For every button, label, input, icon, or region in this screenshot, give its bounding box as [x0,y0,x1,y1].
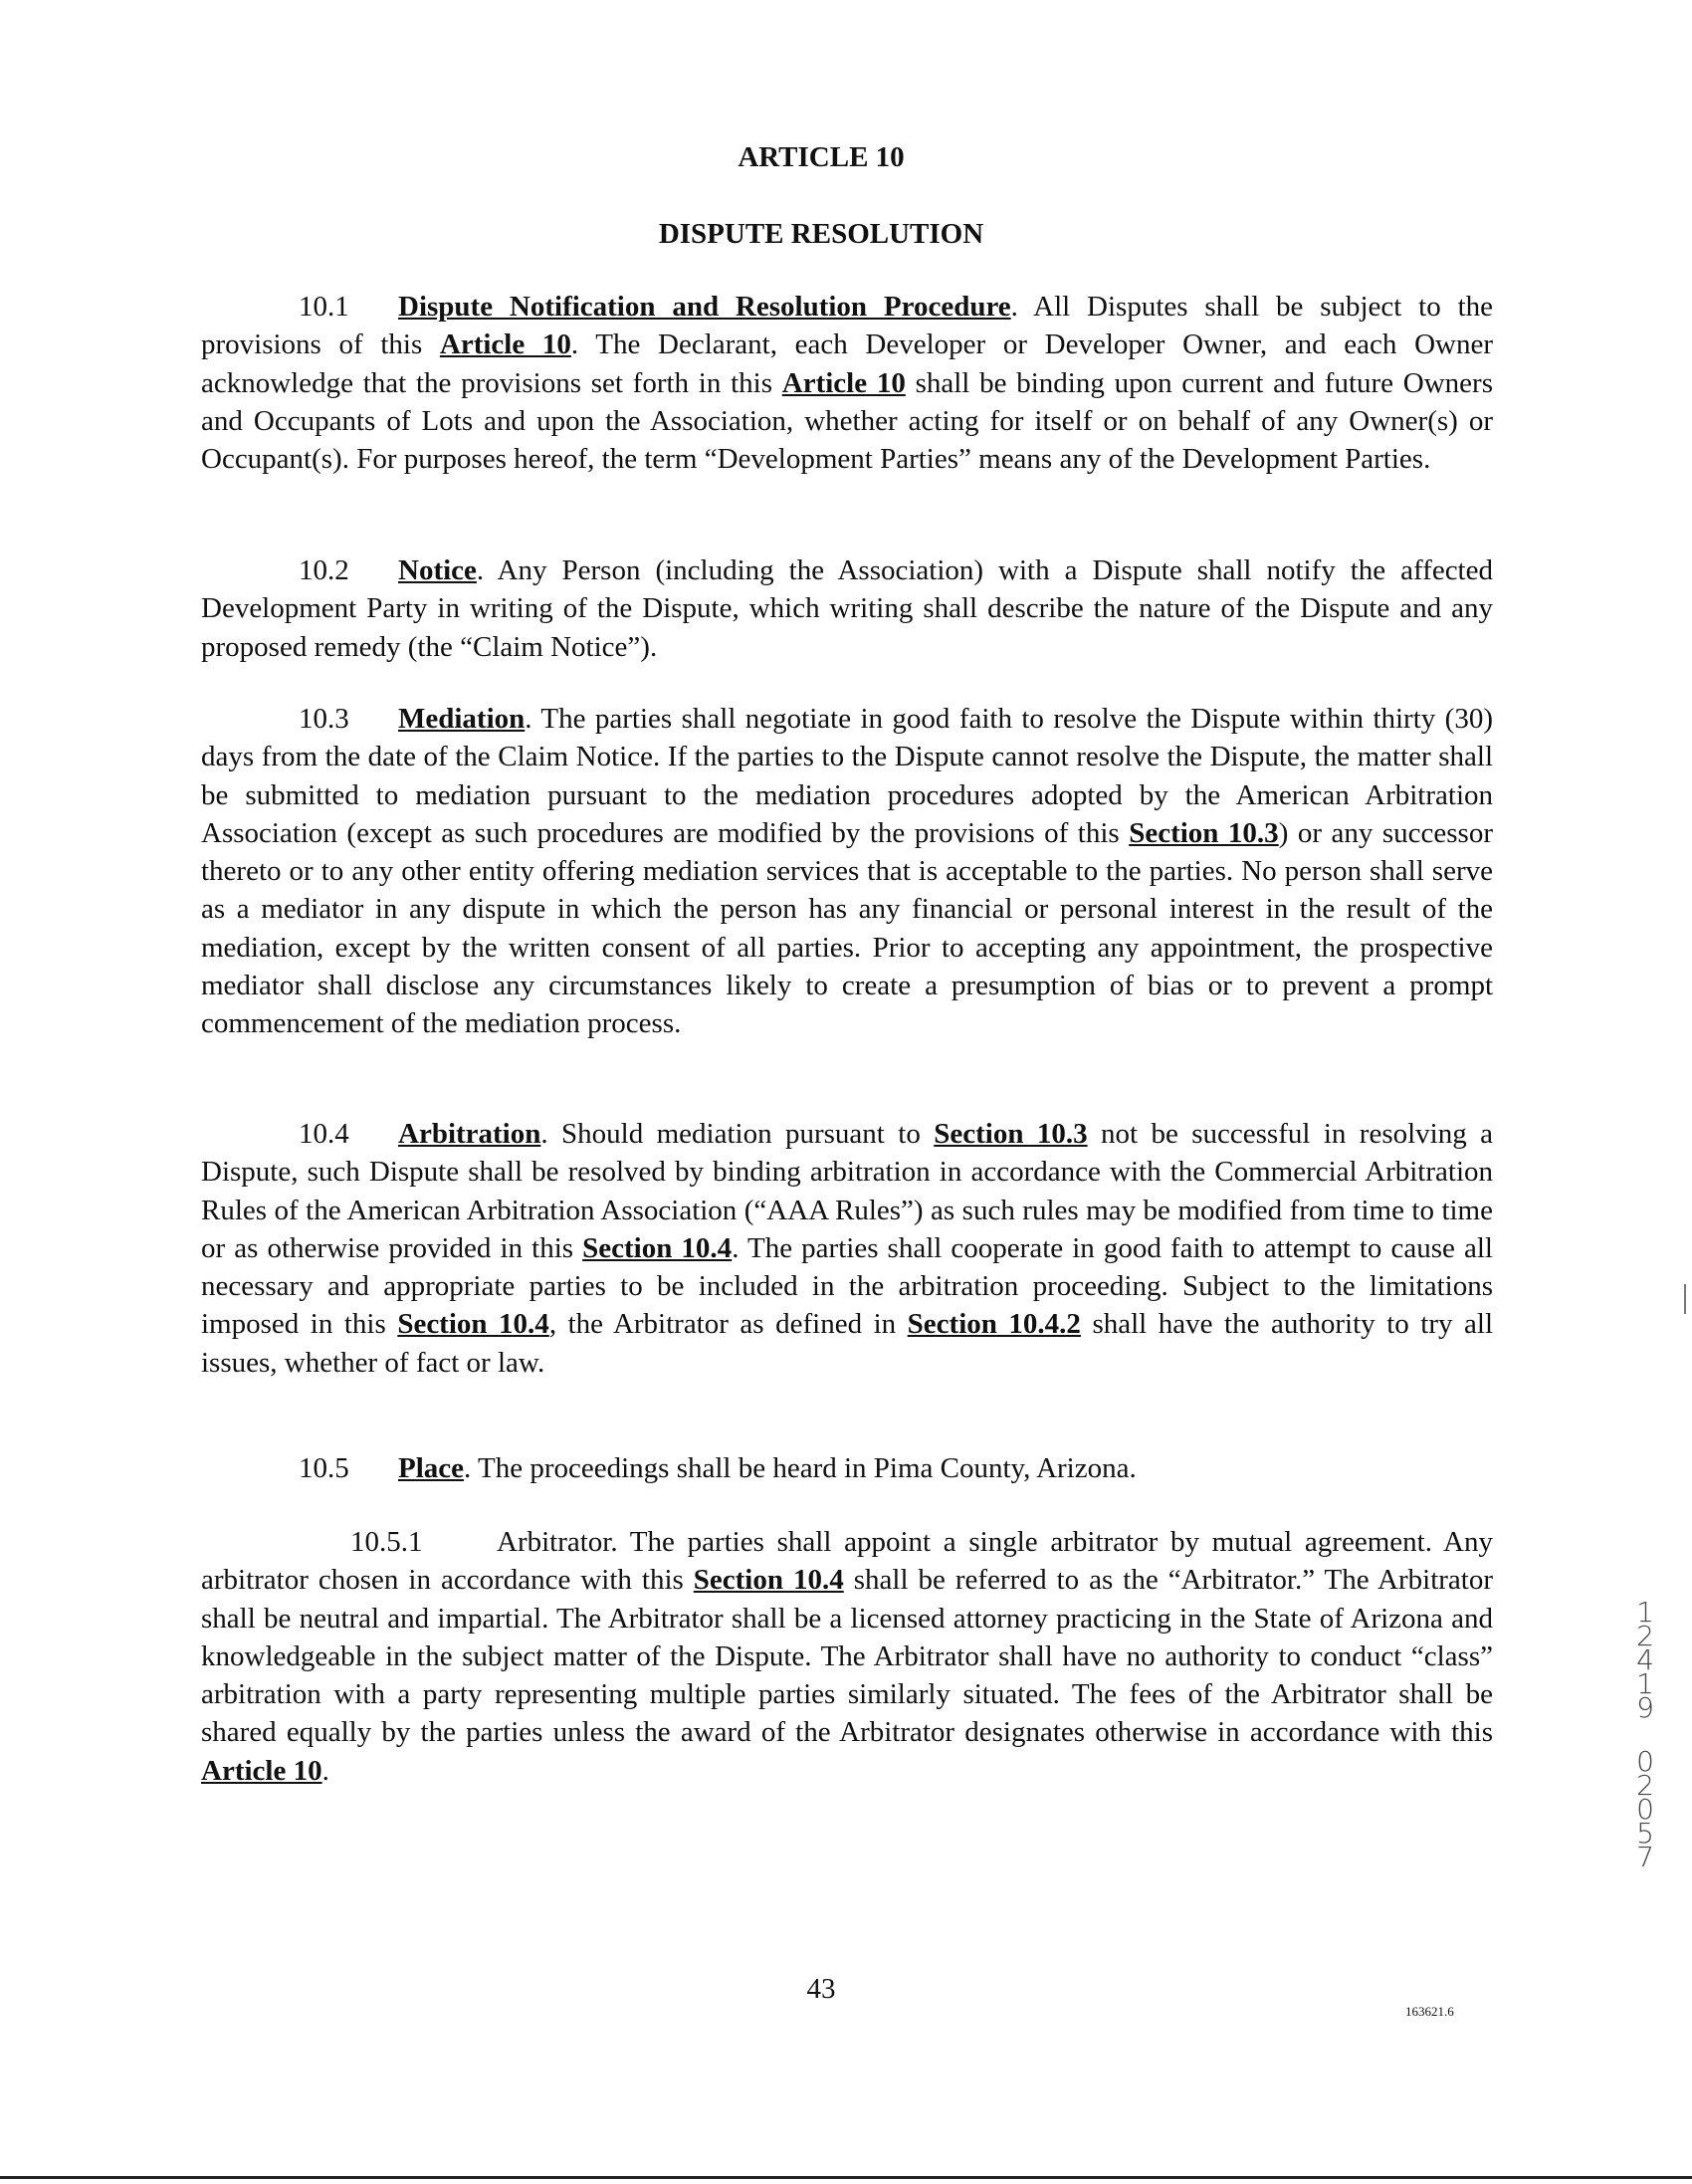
section-text: , the Arbitrator as defined in [548,1308,908,1341]
stamp-digit: 0 [1636,1745,1654,1778]
section-number: 10.3 [299,703,349,735]
section-text: shall be referred to as the “Arbitrator.” The Arbitrator shall be neutral and impartial. The Arbitrator shall be a licensed attorney practicing in the State of Arizona and knowledgeable in the subject matter of the Dispute. The Arbitrator shall have no authority to conduct “class” arbitration with a party representing multiple parties similarly situated. The fees of the Arbitrator shall be shared equally by the parties unless the award of the Arbitrator designates otherwise in accordance with this [201,1564,1493,1749]
section-text: . [321,1754,329,1787]
stamp-digit: 1 [1636,1596,1654,1629]
document-id: 163621.6 [1405,2004,1454,2019]
section-text: . The Declarant, each Developer or Developer Owner, and each Owner acknowledge that the provisions set forth in this [201,328,1493,399]
section-number: 10.5 [299,1452,349,1484]
page-number: 43 [806,1973,836,2005]
stamp-digit: 5 [1636,1817,1654,1850]
cross-reference: Section 10.4 [582,1231,733,1264]
cross-reference: Article 10 [781,366,906,399]
cross-reference: Section 10.3 [1129,816,1279,849]
section-heading: Place [398,1452,465,1484]
cross-reference: Section 10.4 [693,1564,844,1597]
section-heading: Arbitration [398,1118,541,1150]
stamp-digit: 9 [1636,1691,1654,1724]
section-number: 10.2 [299,554,349,586]
cross-reference: Article 10 [439,328,571,361]
section-heading: Notice [398,554,477,586]
section-text: shall have the authority to try all issues, whether of fact or law. [201,1308,1493,1379]
scan-edge-mark [1684,1284,1686,1314]
stamp-digit: 2 [1636,1620,1654,1652]
section-text: ) or any successor thereto or to any other entity offering mediation services that is acceptable to the parties. No person shall serve as a mediator in any dispute in which the person has any financial or personal interest in the result of the mediation, except by the written consent of all parties. Prior to accepting any appointment, the prospective mediator shall disclose any circumstances likely to create a presumption of bias or to prevent a prompt commencement of the mediation process. [201,816,1493,1040]
cross-reference: Section 10.4 [397,1308,549,1341]
section-text: not be successful in resolving a Dispute, such Dispute shall be resolved by binding arbitration in accordance with the Commercial Arbitration Rules of the American Arbitration Association (“AAA Rules”) as such rules may be modified from time to time or as otherwise provided in this [201,1118,1493,1264]
article-number: ARTICLE 10 [738,141,905,173]
recording-stamp [1630,1596,1660,1873]
cross-reference: Section 10.4.2 [907,1308,1081,1341]
article-title: DISPUTE RESOLUTION [658,218,984,250]
stamp-digit: 4 [1636,1643,1654,1676]
section-text: . The proceedings shall be heard in Pima County, Arizona. [464,1452,1137,1484]
section-number: 10.4 [299,1118,349,1150]
section-10-1 [201,288,1493,478]
section-10-4 [201,1115,1493,1382]
stamp-digit: 2 [1636,1769,1654,1802]
section-10-5-1 [201,1523,1493,1790]
section-number: 10.5.1 [350,1526,423,1558]
section-number: 10.1 [299,291,349,323]
scan-bottom-edge [0,2176,1692,2179]
cross-reference: Section 10.3 [934,1118,1088,1150]
stamp-digit: 1 [1636,1667,1654,1700]
section-text: . All Disputes shall be subject to the provisions of this [201,291,1493,361]
section-10-2 [201,551,1493,666]
stamp-digit: 0 [1636,1793,1654,1826]
section-text: . The parties shall cooperate in good faith to attempt to cause all necessary and appropriate parties to be included in the arbitration proceeding. Subject to the limitations imposed in this [201,1231,1493,1341]
section-text: . The parties shall negotiate in good faith to resolve the Dispute within thirty (30) days from the date of the Claim Notice. If the parties to the Dispute cannot resolve the Dispute, the matter shall be submitted to mediation pursuant to the mediation procedures adopted by the American Arbitration Association (except as such procedures are modified by the provisions of this [201,703,1493,849]
section-heading: Mediation [398,703,526,735]
section-text: . Should mediation pursuant to [540,1118,935,1150]
section-10-3 [201,700,1493,1043]
cross-reference: Article 10 [201,1754,322,1787]
section-text: . Any Person (including the Association) with a Dispute shall notify the affected Development Party in writing of the Dispute, which writing shall describe the nature of the Dispute and any proposed remedy (the “Claim Notice”). [201,554,1493,663]
section-text: Arbitrator. The parties shall appoint a single arbitrator by mutual agreement. Any arbitrator chosen in accordance with this [201,1526,1493,1597]
section-10-5 [201,1449,1493,1487]
section-text: shall be binding upon current and future Owners and Occupants of Lots and upon the Association, whether acting for itself or on behalf of any Owner(s) or Occupant(s). For purposes hereof, the term “Development Parties” means any of the Development Parties. [201,366,1493,476]
section-heading: Dispute Notification and Resolution Procedure [398,291,1011,323]
stamp-digit: 7 [1636,1841,1654,1873]
